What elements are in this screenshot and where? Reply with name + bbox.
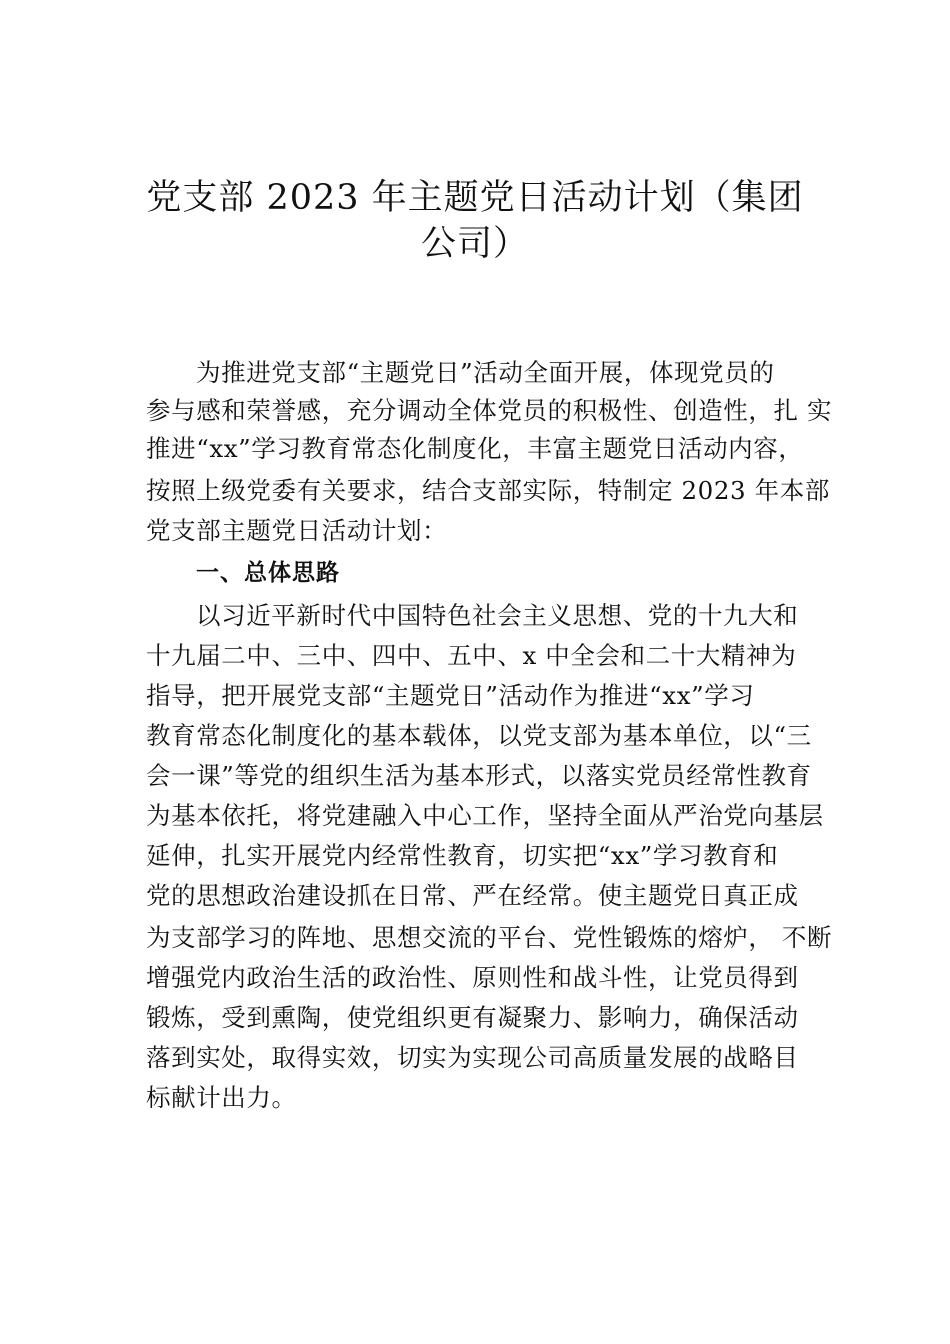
document-title-line-1: 党支部 2023 年主题党日活动计划（集团 bbox=[146, 178, 804, 218]
body-paragraph-line: 指导，把开展党支部“主题党日”活动作为推进“xx”学习 bbox=[146, 681, 755, 710]
intro-paragraph-line: 党支部主题党日活动计划： bbox=[146, 516, 448, 545]
body-paragraph-line: 教育常态化制度化的基本载体，以党支部为基本单位，以“三 bbox=[146, 721, 812, 750]
body-paragraph-line: 为基本依托，将党建融入中心工作，坚持全面从严治党向基层 bbox=[146, 801, 824, 830]
body-paragraph-line: 为支部学习的阵地、思想交流的平台、党性锻炼的熔炉， 不断 bbox=[146, 923, 833, 952]
body-paragraph-line: 党的思想政治建设抓在日常、严在经常。使主题党日真正成 bbox=[146, 881, 799, 910]
body-paragraph-line: 十九届二中、三中、四中、五中、x 中全会和二十大精神为 bbox=[146, 641, 797, 670]
intro-paragraph-line: 为推进党支部“主题党日”活动全面开展，体现党员的 bbox=[196, 358, 775, 387]
section-heading: 一、总体思路 bbox=[196, 560, 340, 586]
body-paragraph-line: 增强党内政治生活的政治性、原则性和战斗性，让党员得到 bbox=[146, 963, 799, 992]
body-paragraph-line: 会一课”等党的组织生活为基本形式，以落实党员经常性教育 bbox=[146, 761, 812, 790]
body-paragraph-line: 标献计出力。 bbox=[146, 1083, 297, 1112]
body-paragraph-line: 延伸，扎实开展党内经常性教育，切实把“xx”学习教育和 bbox=[146, 841, 779, 870]
body-paragraph-line: 落到实处，取得实效，切实为实现公司高质量发展的战略目 bbox=[146, 1043, 799, 1072]
intro-paragraph-line: 参与感和荣誉感，充分调动全体党员的积极性、创造性，扎 实 bbox=[146, 396, 833, 425]
body-paragraph-line: 锻炼，受到熏陶，使党组织更有凝聚力、影响力，确保活动 bbox=[146, 1003, 799, 1032]
intro-paragraph-line: 推进“xx”学习教育常态化制度化，丰富主题党日活动内容， bbox=[146, 434, 804, 463]
document-title-line-2: 公司） bbox=[420, 224, 529, 264]
body-paragraph-line: 以习近平新时代中国特色社会主义思想、党的十九大和 bbox=[196, 601, 799, 630]
intro-paragraph-line: 按照上级党委有关要求，结合支部实际，特制定 2023 年本部 bbox=[146, 476, 830, 505]
